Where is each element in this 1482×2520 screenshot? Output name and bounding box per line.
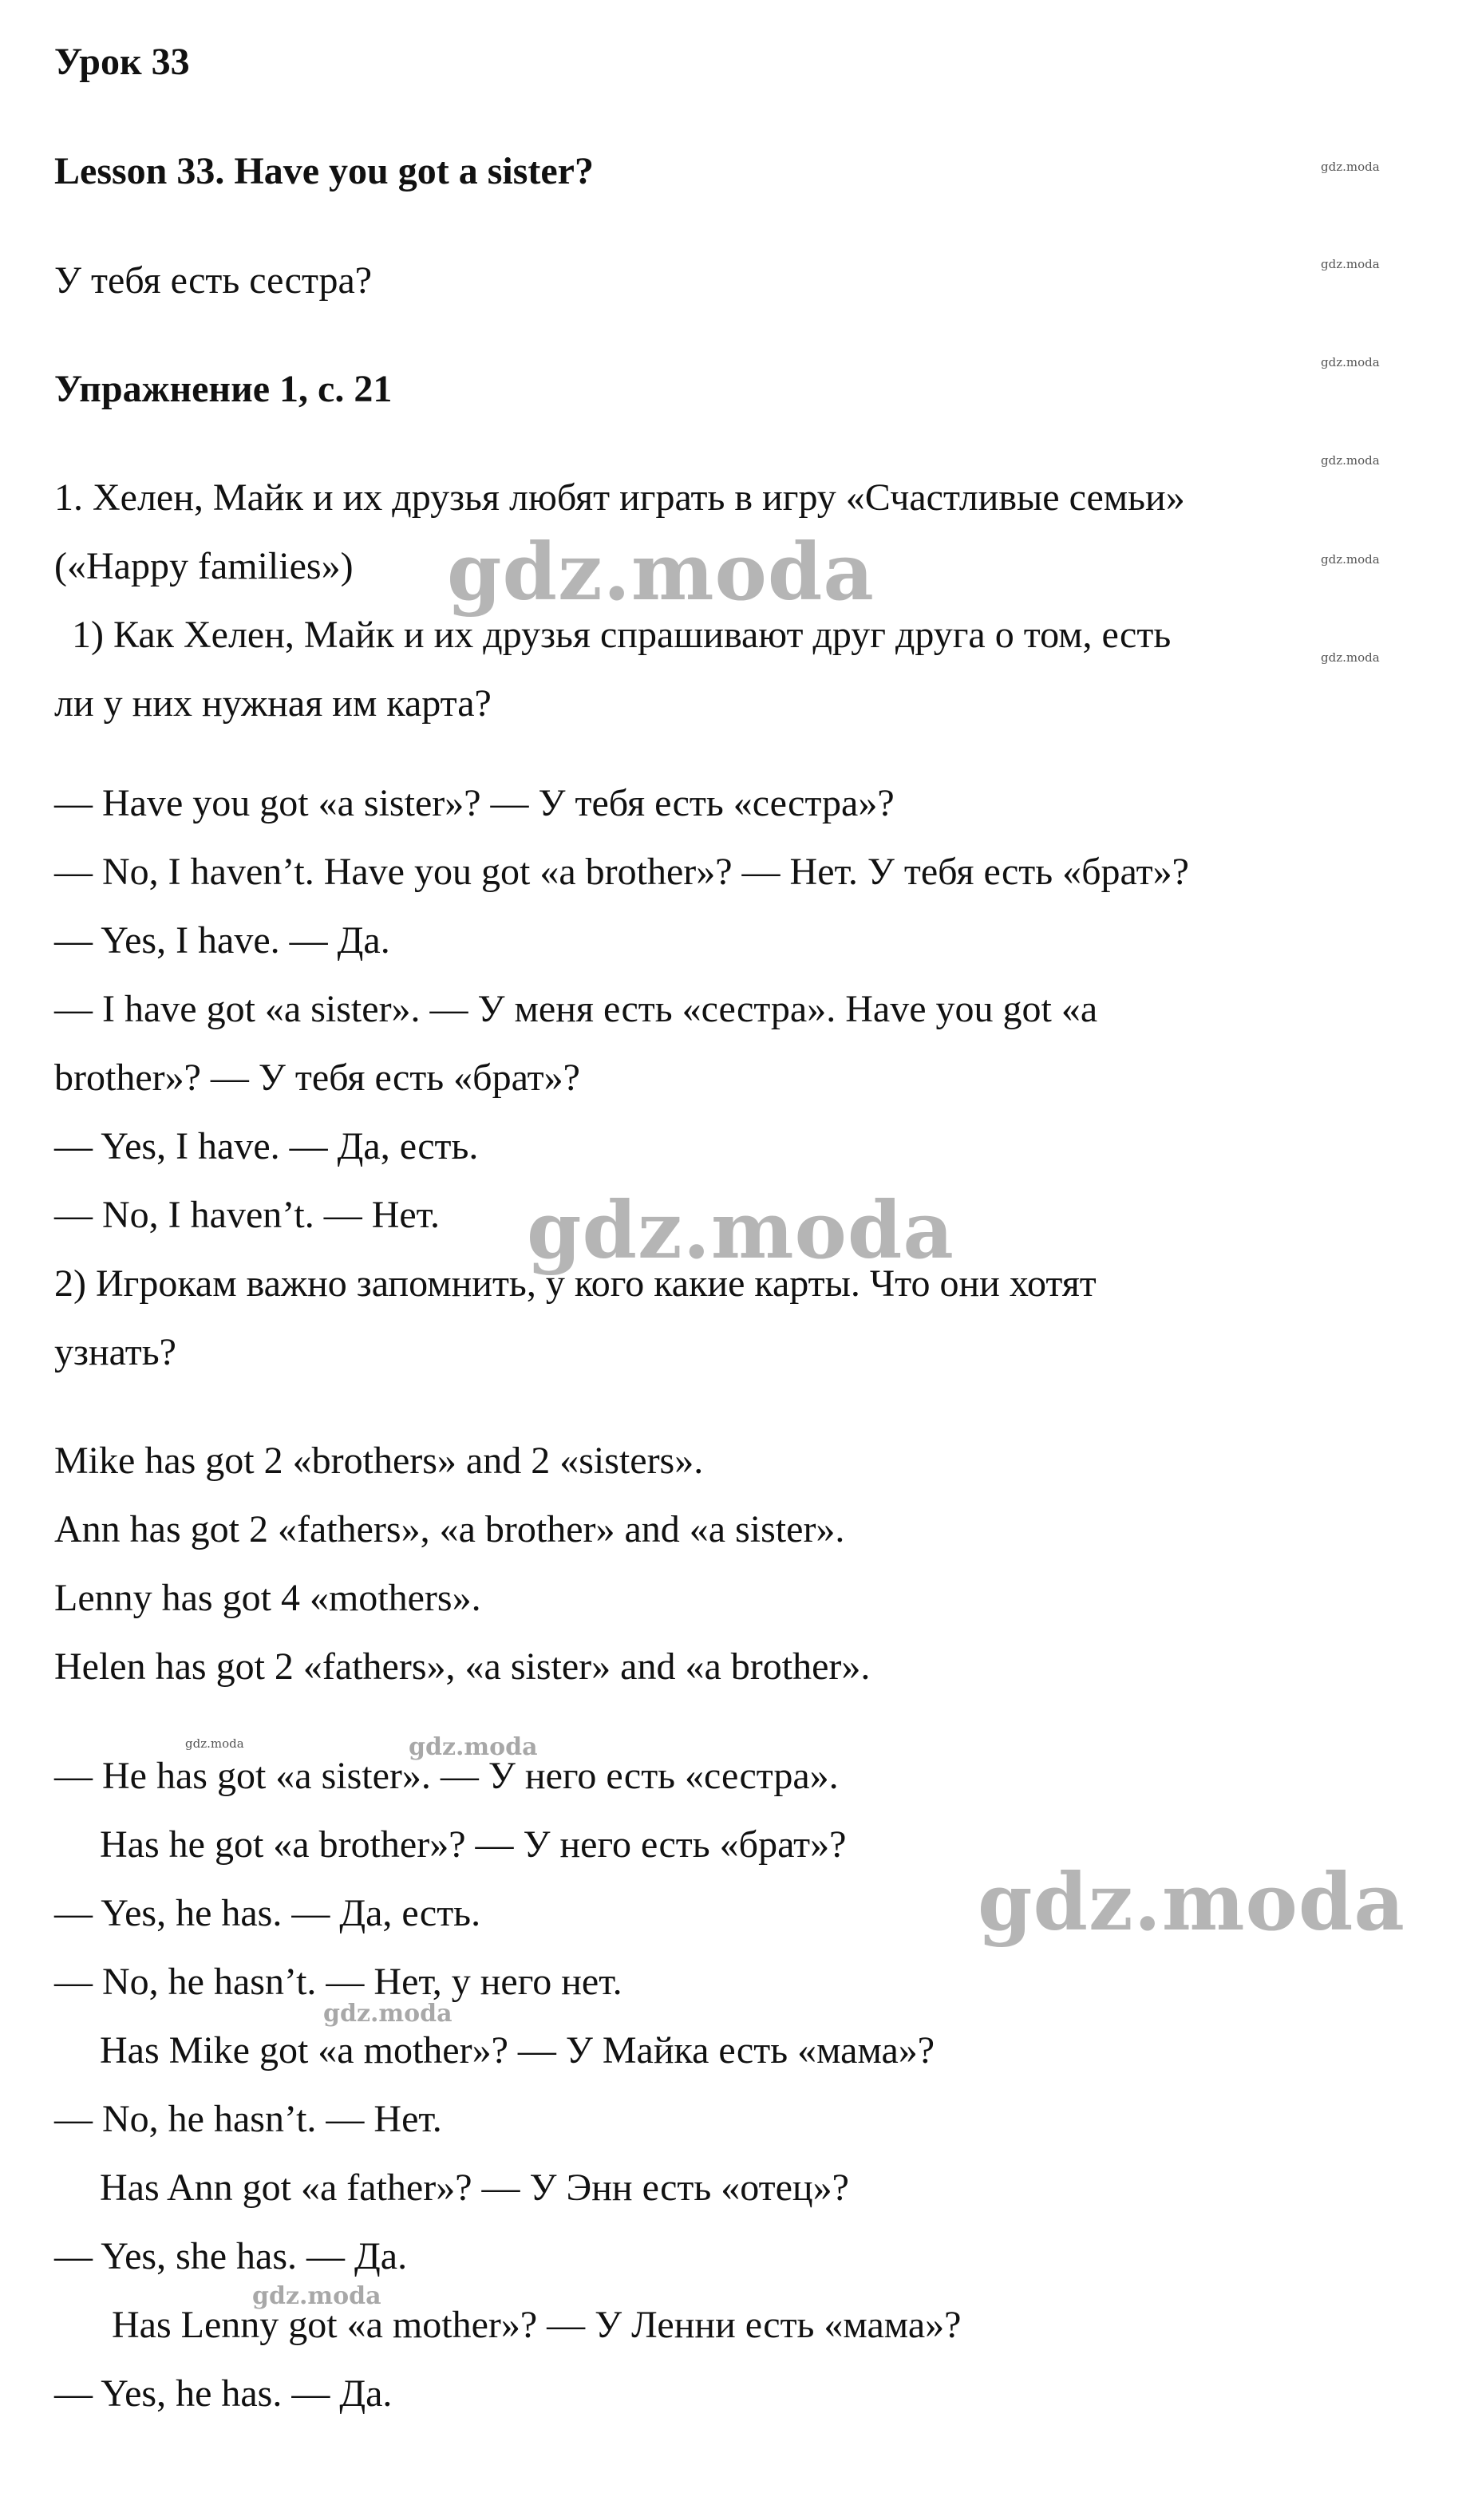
- watermark-small: gdz.moda: [1321, 552, 1380, 567]
- watermark-large: gdz.moda: [978, 1857, 1405, 1949]
- dialogue-line: — Yes, he has. — Да, есть.: [54, 1892, 481, 1934]
- dialogue-line: — Yes, I have. — Да.: [54, 919, 390, 962]
- watermark-small: gdz.moda: [185, 1736, 244, 1751]
- page-heading: Урок 33: [54, 41, 190, 83]
- dialogue-line: — He has got «a sister». — У него есть «сестра».: [54, 1755, 839, 1797]
- watermark-large: gdz.moda: [527, 1185, 954, 1277]
- dialogue-line: Has Lenny got «a mother»? — У Ленни есть «мама»?: [112, 2304, 962, 2346]
- watermark-medium: gdz.moda: [323, 2000, 453, 2028]
- question-1-line-1: 1) Как Хелен, Майк и их друзья спрашивают друг друга о том, есть: [72, 614, 1172, 656]
- dialogue-line: — I have got «a sister». — У меня есть «сестра». Have you got «a: [54, 988, 1098, 1030]
- watermark-small: gdz.moda: [1321, 257, 1380, 271]
- question-2-line-1: 2) Игрокам важно запомнить, у кого какие карты. Что они хотят: [54, 1262, 1097, 1305]
- card-line: Mike has got 2 «brothers» and 2 «sisters».: [54, 1440, 704, 1482]
- dialogue-line: Has Ann got «a father»? — У Энн есть «отец»?: [100, 2166, 849, 2209]
- dialogue-line: — No, I haven’t. — Нет.: [54, 1194, 441, 1236]
- dialogue-line: — Yes, I have. — Да, есть.: [54, 1125, 479, 1167]
- task-line-2: («Happy families»): [54, 545, 354, 587]
- watermark-small: gdz.moda: [1321, 650, 1380, 665]
- dialogue-line: — Yes, she has. — Да.: [54, 2235, 408, 2277]
- question-1-line-2: ли у них нужная им карта?: [54, 682, 492, 725]
- card-line: Helen has got 2 «fathers», «a sister» and «a brother».: [54, 1645, 871, 1688]
- dialogue-line: Has Mike got «a mother»? — У Майка есть «мама»?: [100, 2029, 935, 2072]
- dialogue-line: — No, I haven’t. Have you got «a brother»? — Нет. У тебя есть «брат»?: [54, 851, 1189, 893]
- watermark-small: gdz.moda: [1321, 355, 1380, 369]
- task-line-1: 1. Хелен, Майк и их друзья любят играть в игру «Счастливые семьи»: [54, 476, 1185, 519]
- dialogue-line: — Yes, he has. — Да.: [54, 2372, 393, 2415]
- watermark-large: gdz.moda: [447, 527, 875, 618]
- card-line: Ann has got 2 «fathers», «a brother» and «a sister».: [54, 1508, 845, 1550]
- watermark-medium: gdz.moda: [252, 2282, 381, 2310]
- watermark-small: gdz.moda: [1321, 160, 1380, 174]
- exercise-title: Упражнение 1, с. 21: [54, 368, 393, 410]
- watermark-medium: gdz.moda: [409, 1733, 538, 1761]
- question-2-line-2: узнать?: [54, 1331, 176, 1373]
- dialogue-line: Has he got «a brother»? — У него есть «брат»?: [100, 1823, 847, 1866]
- watermark-small: gdz.moda: [1321, 453, 1380, 468]
- lesson-title: Lesson 33. Have you got a sister?: [54, 150, 594, 192]
- dialogue-line: — No, he hasn’t. — Нет, у него нет.: [54, 1961, 622, 2003]
- card-line: Lenny has got 4 «mothers».: [54, 1577, 481, 1619]
- dialogue-line: — Have you got «a sister»? — У тебя есть «сестра»?: [54, 782, 895, 824]
- dialogue-line: — No, he hasn’t. — Нет.: [54, 2098, 442, 2140]
- lesson-translation: У тебя есть сестра?: [54, 259, 373, 302]
- dialogue-line: brother»? — У тебя есть «брат»?: [54, 1057, 580, 1099]
